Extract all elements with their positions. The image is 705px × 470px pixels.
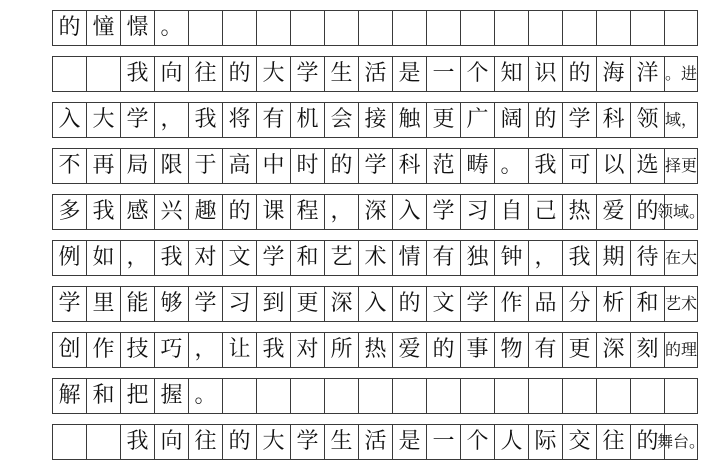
grid-cell: 深 <box>324 287 358 321</box>
grid-cell: ， <box>528 241 562 275</box>
grid-cell <box>392 11 426 45</box>
grid-cell: 事 <box>460 333 494 367</box>
grid-cell: 是 <box>392 425 426 459</box>
grid-cell <box>290 11 324 45</box>
grid-cell: 学 <box>52 287 86 321</box>
grid-cell: 够 <box>154 287 188 321</box>
grid-cell: 接 <box>358 103 392 137</box>
grid-cell: 所 <box>324 333 358 367</box>
grid-cell: 作 <box>86 333 120 367</box>
grid-cell: 物 <box>494 333 528 367</box>
grid-cell: 创 <box>52 333 86 367</box>
grid-cell: 憬 <box>120 11 154 45</box>
grid-cell: 大 <box>256 425 290 459</box>
grid-cell <box>358 379 392 413</box>
grid-cell: 舞台。 <box>664 425 698 459</box>
grid-cell: 我 <box>562 241 596 275</box>
grid-cell: 领 <box>630 103 664 137</box>
grid-cell: 艺术 <box>664 287 698 321</box>
grid-cell: 期 <box>596 241 630 275</box>
grid-cell: 海 <box>596 57 630 91</box>
grid-cell: 钟 <box>494 241 528 275</box>
grid-cell: 的 <box>562 57 596 91</box>
grid-cell: 更 <box>426 103 460 137</box>
grid-cell: 高 <box>222 149 256 183</box>
grid-cell: 巧 <box>154 333 188 367</box>
grid-row <box>52 424 705 460</box>
grid-cell: ， <box>324 195 358 229</box>
grid-row <box>52 332 698 368</box>
grid-cell <box>630 11 664 45</box>
grid-cell: 。 <box>154 11 188 45</box>
grid-cell: 感 <box>120 195 154 229</box>
grid-cell: 把 <box>120 379 154 413</box>
grid-cell <box>460 11 494 45</box>
grid-cell: 文 <box>426 287 460 321</box>
grid-cell: 文 <box>222 241 256 275</box>
grid-cell: 热 <box>562 195 596 229</box>
grid-cell <box>664 379 698 413</box>
grid-cell: 将 <box>222 103 256 137</box>
grid-cell: 到 <box>256 287 290 321</box>
grid-cell: 入 <box>392 195 426 229</box>
grid-cell: 科 <box>596 103 630 137</box>
grid-cell: 我 <box>86 195 120 229</box>
grid-cell <box>596 379 630 413</box>
grid-cell <box>188 11 222 45</box>
grid-cell: 以 <box>596 149 630 183</box>
grid-cell: 待 <box>630 241 664 275</box>
grid-cell: 课 <box>256 195 290 229</box>
grid-cell: 生 <box>324 425 358 459</box>
grid-cell: 择更 <box>664 149 698 183</box>
grid-cell: 是 <box>392 57 426 91</box>
grid-cell: 刻 <box>630 333 664 367</box>
grid-cell: 我 <box>120 425 154 459</box>
grid-cell: 入 <box>52 103 86 137</box>
grid-cell: 范 <box>426 149 460 183</box>
grid-cell: 艺 <box>324 241 358 275</box>
grid-paper <box>52 0 705 470</box>
grid-row <box>52 194 705 230</box>
grid-row <box>52 148 698 184</box>
grid-cell: 的 <box>222 195 256 229</box>
grid-cell: 科 <box>392 149 426 183</box>
grid-cell: 识 <box>528 57 562 91</box>
grid-row <box>52 240 698 276</box>
grid-cell: 术 <box>358 241 392 275</box>
grid-cell: 深 <box>596 333 630 367</box>
grid-cell: 再 <box>86 149 120 183</box>
grid-cell: 我 <box>188 103 222 137</box>
grid-cell: 有 <box>528 333 562 367</box>
grid-cell <box>324 379 358 413</box>
grid-cell: 分 <box>562 287 596 321</box>
grid-cell: 让 <box>222 333 256 367</box>
grid-cell: 和 <box>630 287 664 321</box>
grid-cell: 会 <box>324 103 358 137</box>
grid-cell: 洋 <box>630 57 664 91</box>
grid-cell: 往 <box>188 425 222 459</box>
grid-cell: 热 <box>358 333 392 367</box>
grid-cell <box>290 379 324 413</box>
grid-cell: 知 <box>494 57 528 91</box>
grid-cell: 析 <box>596 287 630 321</box>
grid-cell: 我 <box>120 57 154 91</box>
grid-cell: 大 <box>256 57 290 91</box>
grid-cell: 学 <box>358 149 392 183</box>
grid-cell <box>256 379 290 413</box>
grid-cell <box>392 379 426 413</box>
grid-cell: 限 <box>154 149 188 183</box>
grid-cell <box>562 379 596 413</box>
grid-row <box>52 56 698 92</box>
grid-cell: 对 <box>188 241 222 275</box>
grid-row <box>52 10 698 46</box>
grid-cell: 活 <box>358 425 392 459</box>
grid-cell: 大 <box>86 103 120 137</box>
grid-cell: 学 <box>188 287 222 321</box>
grid-cell <box>562 11 596 45</box>
grid-cell: 我 <box>528 149 562 183</box>
grid-cell: 交 <box>562 425 596 459</box>
grid-cell <box>426 379 460 413</box>
grid-cell: 有 <box>256 103 290 137</box>
grid-cell: 触 <box>392 103 426 137</box>
grid-row <box>52 378 698 414</box>
grid-cell: 广 <box>460 103 494 137</box>
grid-cell <box>528 379 562 413</box>
grid-cell: 品 <box>528 287 562 321</box>
grid-cell: 中 <box>256 149 290 183</box>
grid-cell <box>222 379 256 413</box>
grid-cell: 的 <box>324 149 358 183</box>
grid-cell: 对 <box>290 333 324 367</box>
grid-cell: 程 <box>290 195 324 229</box>
grid-cell: 学 <box>256 241 290 275</box>
grid-cell: 我 <box>256 333 290 367</box>
grid-cell: 例 <box>52 241 86 275</box>
grid-cell: 一 <box>426 425 460 459</box>
grid-cell <box>324 11 358 45</box>
grid-cell: 的理 <box>664 333 698 367</box>
grid-cell: 向 <box>154 425 188 459</box>
grid-cell: ， <box>154 103 188 137</box>
grid-cell: 选 <box>630 149 664 183</box>
grid-cell: 有 <box>426 241 460 275</box>
grid-cell: 趣 <box>188 195 222 229</box>
grid-cell <box>52 425 86 459</box>
grid-cell: 能 <box>120 287 154 321</box>
grid-cell: 往 <box>188 57 222 91</box>
grid-cell: 里 <box>86 287 120 321</box>
grid-cell <box>494 11 528 45</box>
grid-cell: 学 <box>426 195 460 229</box>
grid-cell: 的 <box>52 11 86 45</box>
grid-cell: 多 <box>52 195 86 229</box>
grid-cell <box>256 11 290 45</box>
grid-cell <box>630 379 664 413</box>
grid-cell: 畴 <box>460 149 494 183</box>
grid-cell: 可 <box>562 149 596 183</box>
grid-cell <box>528 11 562 45</box>
grid-cell: 。进 <box>664 57 698 91</box>
grid-cell: 学 <box>290 425 324 459</box>
grid-cell: 情 <box>392 241 426 275</box>
grid-cell: 学 <box>562 103 596 137</box>
grid-cell <box>460 379 494 413</box>
grid-cell: 。 <box>188 379 222 413</box>
grid-cell: 学 <box>120 103 154 137</box>
grid-cell: 的 <box>528 103 562 137</box>
grid-cell: 技 <box>120 333 154 367</box>
grid-cell: 阔 <box>494 103 528 137</box>
grid-cell: ， <box>188 333 222 367</box>
grid-cell: 。 <box>494 149 528 183</box>
grid-cell: 解 <box>52 379 86 413</box>
grid-cell: 领域。 <box>664 195 698 229</box>
grid-cell: 的 <box>630 425 664 459</box>
grid-cell: 己 <box>528 195 562 229</box>
grid-cell: 一 <box>426 57 460 91</box>
grid-cell <box>52 57 86 91</box>
grid-cell <box>86 57 120 91</box>
grid-cell: 学 <box>290 57 324 91</box>
grid-cell: 如 <box>86 241 120 275</box>
grid-cell <box>358 11 392 45</box>
grid-cell: 兴 <box>154 195 188 229</box>
grid-cell: 更 <box>562 333 596 367</box>
grid-cell: 于 <box>188 149 222 183</box>
grid-cell: 憧 <box>86 11 120 45</box>
grid-cell: 的 <box>426 333 460 367</box>
grid-cell: 爱 <box>596 195 630 229</box>
grid-cell: 的 <box>392 287 426 321</box>
grid-cell: 生 <box>324 57 358 91</box>
grid-cell: 个 <box>460 57 494 91</box>
grid-cell: 域， <box>664 103 698 137</box>
grid-cell <box>494 379 528 413</box>
grid-cell <box>596 11 630 45</box>
grid-cell: 的 <box>630 195 664 229</box>
grid-cell: 局 <box>120 149 154 183</box>
grid-cell: 的 <box>222 57 256 91</box>
grid-cell: 个 <box>460 425 494 459</box>
grid-cell: ， <box>120 241 154 275</box>
grid-cell <box>426 11 460 45</box>
grid-cell: 学 <box>460 287 494 321</box>
grid-cell: 往 <box>596 425 630 459</box>
grid-cell: 人 <box>494 425 528 459</box>
grid-cell <box>222 11 256 45</box>
grid-cell: 和 <box>290 241 324 275</box>
grid-cell: 作 <box>494 287 528 321</box>
grid-cell: 活 <box>358 57 392 91</box>
grid-row <box>52 286 698 322</box>
grid-cell: 在大 <box>664 241 698 275</box>
grid-cell: 入 <box>358 287 392 321</box>
grid-cell: 自 <box>494 195 528 229</box>
grid-cell: 的 <box>222 425 256 459</box>
grid-cell: 爱 <box>392 333 426 367</box>
grid-cell: 和 <box>86 379 120 413</box>
grid-cell <box>86 425 120 459</box>
grid-cell: 际 <box>528 425 562 459</box>
grid-cell: 时 <box>290 149 324 183</box>
grid-row <box>52 102 698 138</box>
grid-cell: 习 <box>460 195 494 229</box>
grid-cell: 深 <box>358 195 392 229</box>
grid-cell: 习 <box>222 287 256 321</box>
grid-cell: 握 <box>154 379 188 413</box>
grid-cell: 向 <box>154 57 188 91</box>
grid-cell: 更 <box>290 287 324 321</box>
grid-cell: 机 <box>290 103 324 137</box>
grid-cell: 我 <box>154 241 188 275</box>
grid-cell: 独 <box>460 241 494 275</box>
grid-cell <box>664 11 698 45</box>
grid-cell: 不 <box>52 149 86 183</box>
